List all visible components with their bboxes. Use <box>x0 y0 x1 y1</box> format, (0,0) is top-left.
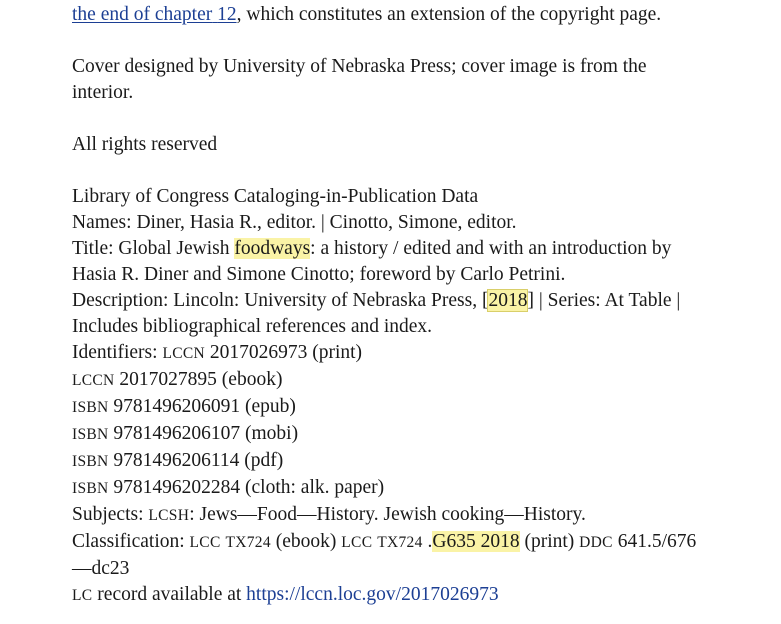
cip-isbn-mobi-value: 9781496206107 (mobi) <box>108 423 299 444</box>
cip-identifiers-smallcaps: LCCN <box>162 345 205 362</box>
cip-names: Names: Diner, Hasia R., editor. | Cinotto, Simone, editor. <box>72 212 517 233</box>
cip-isbn-cloth <box>72 475 709 502</box>
cip-title-highlight[interactable]: foodways <box>234 238 311 259</box>
cip-subjects-label: Subjects: <box>72 504 149 525</box>
chapter-link[interactable] <box>72 4 237 25</box>
cip-lc-smallcaps: LC <box>72 587 93 604</box>
cip-isbn-epub-smallcaps: ISBN <box>72 399 109 416</box>
cip-classification-mid5: (print) <box>519 531 580 552</box>
cip-isbn-cloth-value: 9781496202284 (cloth: alk. paper) <box>108 477 385 498</box>
cip-classification-smallcaps-ddc: DDC <box>579 534 613 551</box>
cip-isbn-epub-value: 9781496206091 (epub) <box>108 396 296 417</box>
cip-block <box>72 184 709 609</box>
cip-classification <box>72 529 709 582</box>
spacer <box>72 106 709 132</box>
cip-isbn-pdf <box>72 448 709 475</box>
cip-description <box>72 288 709 340</box>
cip-identifiers <box>72 340 709 367</box>
cip-lc-label: record available at <box>92 584 247 605</box>
cip-lccn <box>72 367 709 394</box>
cip-title-suffix: : a history / edited and with an introduction by Hasia R. Diner and Simone Cinotto; foreword by Carlo Petrini. <box>72 238 677 285</box>
cip-isbn-pdf-smallcaps: ISBN <box>72 453 109 470</box>
lccn-url-link[interactable]: https://lccn.loc.gov/2017026973 <box>246 584 499 605</box>
cip-classification-smallcaps-lcc2: LCC <box>341 534 373 551</box>
top-paragraph-rest: , which constitutes an extension of the copyright page. <box>236 4 662 25</box>
cip-subjects <box>72 502 709 529</box>
cip-identifiers-label: Identifiers: <box>72 342 163 363</box>
cip-classification-smallcaps-tx1: TX724 <box>225 534 271 551</box>
chapter-link-number: 12 <box>217 4 237 25</box>
cover-credit-paragraph: Cover designed by University of Nebraska Press; cover image is from the interior. <box>72 56 647 103</box>
cip-description-suffix: ] | Series: At Table | Includes bibliographical references and index. <box>72 290 686 337</box>
rights-paragraph: All rights reserved <box>72 134 218 155</box>
cip-heading: Library of Congress Cataloging-in-Publication Data <box>72 186 479 207</box>
cip-identifiers-value: 2017026973 (print) <box>204 342 363 363</box>
cip-isbn-mobi <box>72 421 709 448</box>
cip-classification-tail: 641.5/676—dc23 <box>72 531 697 579</box>
cip-isbn-epub <box>72 394 709 421</box>
cip-subjects-smallcaps: LCSH <box>148 507 190 524</box>
cip-description-prefix: Description: Lincoln: University of Nebraska Press, [ <box>72 290 489 311</box>
cip-title-prefix: Title: Global Jewish <box>72 238 235 259</box>
cip-classification-smallcaps-tx2: TX724 <box>377 534 423 551</box>
spacer <box>72 28 709 54</box>
cip-description-highlight[interactable]: 2018 <box>488 290 528 311</box>
spacer <box>72 158 709 184</box>
cip-lccn-smallcaps: LCCN <box>72 372 115 389</box>
top-paragraph-text <box>72 2 709 28</box>
cip-lccn-value: 2017027895 (ebook) <box>114 369 283 390</box>
cip-title <box>72 236 709 288</box>
cip-classification-highlight[interactable]: G635 2018 <box>432 531 520 552</box>
chapter-link-text: the end of chapter <box>72 4 213 25</box>
cip-subjects-value: : Jews—Food—History. Jewish cooking—History. <box>189 504 586 525</box>
cip-classification-mid2: (ebook) <box>270 531 342 552</box>
page-right-edge <box>775 0 781 624</box>
cip-lc-record <box>72 582 709 609</box>
cip-isbn-pdf-value: 9781496206114 (pdf) <box>108 450 284 471</box>
cip-classification-smallcaps-lcc1: LCC <box>189 534 221 551</box>
cip-classification-mid4: . <box>422 531 433 552</box>
cip-classification-label: Classification: <box>72 531 190 552</box>
cip-isbn-cloth-smallcaps: ISBN <box>72 480 109 497</box>
cip-isbn-mobi-smallcaps: ISBN <box>72 426 109 443</box>
top-paragraph <box>72 0 709 28</box>
